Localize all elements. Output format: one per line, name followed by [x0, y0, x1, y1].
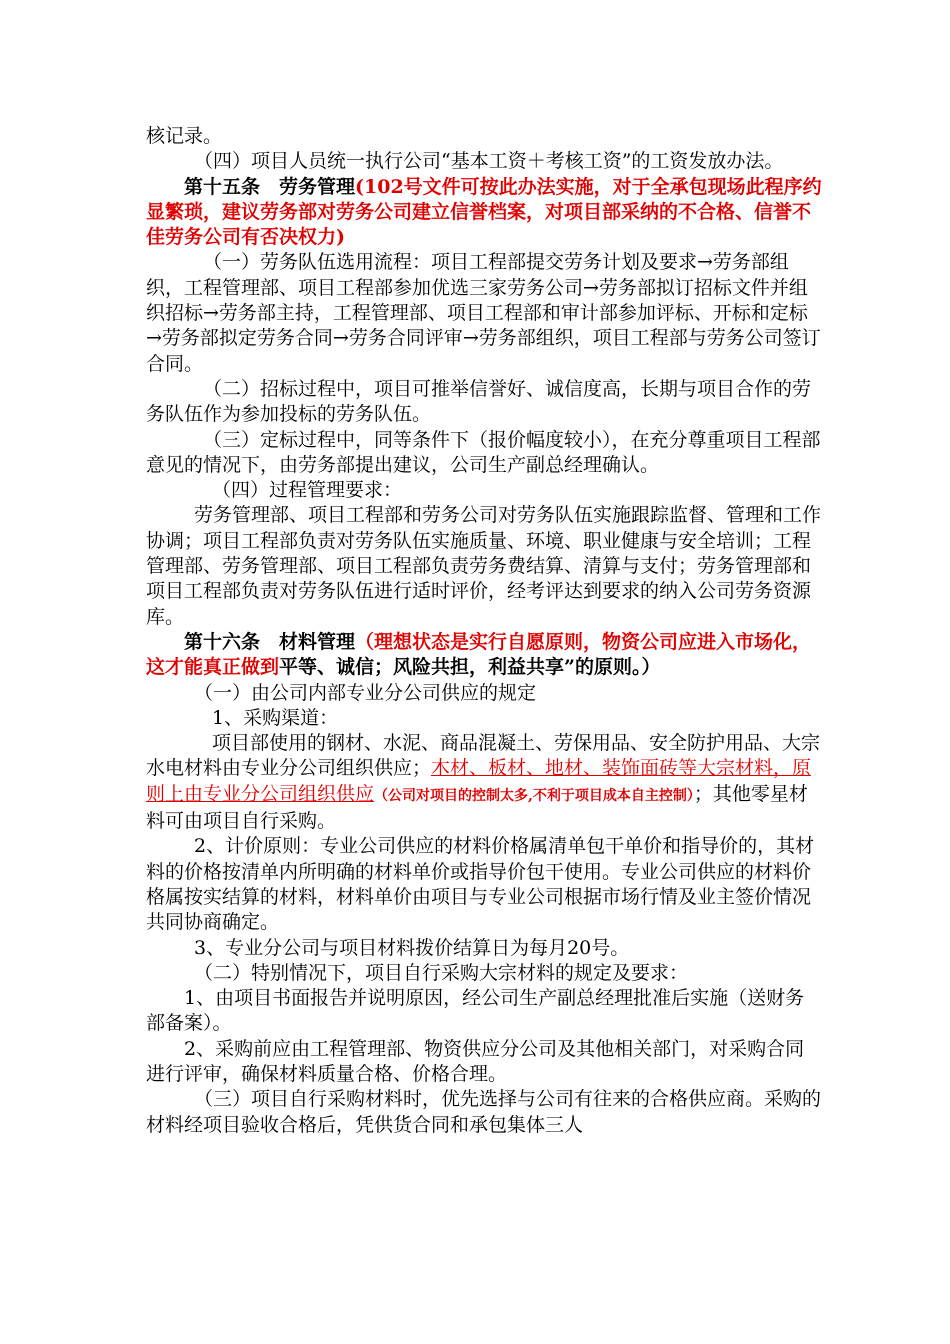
paragraph [146, 731, 822, 834]
article-title: 第十五条 劳务管理 [184, 175, 356, 198]
review-note: （理想状态是实行自愿原则，物资公司应进入市场化，这才能真正做到 [146, 630, 812, 679]
revised-text: 木材、板材、地材、装饰面砖等大宗材料，原则上由专业分公司组织供应 [146, 757, 812, 805]
text-run: 项目部使用的钢材、水泥、商品混凝土、劳保用品、安全防护用品、大宗水电材料由专业分公司组织供应； [146, 732, 821, 780]
article-15-heading [146, 175, 822, 251]
article-title: 第十六条 材料管理 [184, 630, 356, 653]
article-16-heading [146, 630, 822, 681]
paragraph: 2、计价原则：专业公司供应的材料价格属清单包干单价和指导价的，其材料的价格按清单内所明确的材料单价或指导价包干使用。专业公司供应的材料价格属按实结算的材料，材料单价由项目与专业公司根据市场行情及业主签价情况共同协商确定。 [146, 835, 815, 934]
paragraph: 1、采购渠道： [212, 706, 339, 729]
paragraph: （一）劳务队伍选用流程：项目工程部提交劳务计划及要求→劳务部组织，工程管理部、项目工程部参加优选三家劳务公司→劳务部拟订招标文件并组织招标→劳务部主持，工程管理部、项目工程部和审计部参加评标、开标和定标→劳务部拟定劳务合同→劳务合同评审→劳务部组织，项目工程部与劳务公司签订合同。 [146, 251, 821, 375]
paragraph: （四）过程管理要求： [212, 479, 403, 502]
paragraph: （三）定标过程中，同等条件下（报价幅度较小），在充分尊重项目工程部意见的情况下，由劳务部提出建议，公司生产副总经理确认。 [146, 428, 821, 476]
paragraph: 2、采购前应由工程管理部、物资供应分公司及其他相关部门，对采购合同进行评审，确保材料质量合格、价格合理。 [146, 1037, 805, 1085]
document-page [146, 124, 822, 1138]
review-note: （公司对项目的控制太多,不利于项目成本自主控制） [374, 787, 694, 804]
paragraph: 核记录。 [146, 125, 223, 147]
review-note: (102号文件可按此办法实施，对于全承包现场此程序约显繁琐，建议劳务部对劳务公司建立信誉档案，对项目部采纳的不合格、信誉不佳劳务公司有否决权力) [146, 175, 822, 249]
paragraph: 1、由项目书面报告并说明原因，经公司生产副总经理批准后实施（送财务部备案）。 [146, 987, 805, 1035]
paragraph: （三）项目自行采购材料时，优先选择与公司有往来的合格供应商。采购的材料经项目验收合格后，凭供货合同和承包集体三人 [146, 1088, 822, 1136]
paragraph: 3、专业分公司与项目材料拨价结算日为每月20号。 [194, 936, 630, 959]
paragraph: （一）由公司内部专业分公司供应的规定 [194, 681, 537, 704]
article-note-tail: 平等、诚信；风险共担，利益共享”的原则。） [279, 656, 661, 679]
paragraph: （四）项目人员统一执行公司“基本工资＋考核工资”的工资发放办法。 [194, 150, 784, 173]
text-run: ；其他零星材料可由项目自行采购。 [146, 782, 808, 833]
paragraph: （二）特别情况下，项目自行采购大宗材料的规定及要求： [194, 961, 689, 984]
paragraph: （二）招标过程中，项目可推举信誉好、诚信度高，长期与项目合作的劳务队伍作为参加投标的劳务队伍。 [146, 377, 812, 426]
paragraph: 劳务管理部、项目工程部和劳务公司对劳务队伍实施跟踪监督、管理和工作协调；项目工程部负责对劳务队伍实施质量、环境、职业健康与安全培训；工程管理部、劳务管理部、项目工程部负责劳务费结算、清算与支付；劳务管理部和项目工程部负责对劳务队伍进行适时评价，经考评达到要求的纳入公司劳务资源库。 [146, 504, 822, 628]
